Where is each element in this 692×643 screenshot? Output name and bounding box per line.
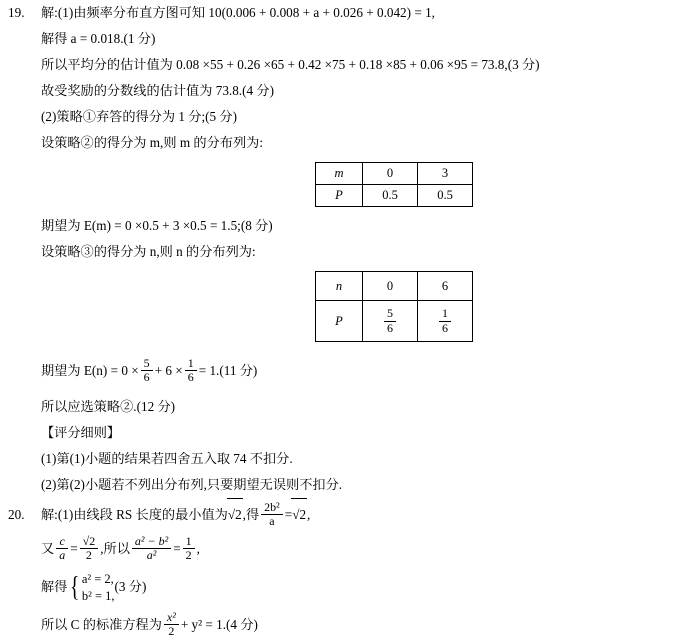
fraction-sqrt2-2: $\frac{√2}{2}$ — [80, 535, 99, 563]
fraction-2b2-a: $\frac{\text{2b²}}{a}$ — [261, 501, 283, 529]
distribution-table-n — [315, 271, 473, 342]
problem-19-expectation-m — [0, 213, 692, 239]
line2-suffix: , — [196, 541, 200, 556]
problem-19-text-9: 所以应选策略②.(12 分) — [41, 399, 176, 414]
sqrt-icon-2: √2 — [291, 498, 307, 531]
problem-19-text-1: 解:(1)由频率分布直方图可知 10(0.006 + 0.008 + a + 0.026 + 0.042) = 1, — [41, 5, 435, 20]
distribution-table-m-wrapper — [0, 162, 692, 207]
line4-prefix: 所以 C 的标准方程为 — [41, 617, 162, 632]
table-cell-p-1: 0.5 — [418, 185, 473, 207]
rubric-item-2 — [0, 472, 692, 498]
fraction-1-6: $\frac{1}{6}$ — [439, 307, 451, 335]
system-brace — [68, 571, 114, 605]
rubric-title — [0, 420, 692, 446]
problem-19-text-6: 设策略②的得分为 m,则 m 的分布列为: — [41, 135, 263, 150]
table-cell-n-1: 6 — [418, 272, 473, 301]
table-cell-m-0: 0 — [363, 163, 418, 185]
fraction-5-6-inline: $\frac{5}{6}$ — [141, 357, 153, 385]
expectation-prefix: 期望为 E(n) = 0 × — [41, 363, 139, 378]
problem-19-line-5 — [0, 104, 692, 130]
rubric-item-1-text: (1)第(1)小题的结果若四舍五入取 74 不扣分. — [41, 451, 293, 466]
problem-19-line-1 — [0, 0, 692, 26]
fraction-1-2: $\frac{1}{2}$ — [183, 535, 195, 563]
rubric-title-text: 【评分细则】 — [41, 425, 121, 440]
problem-20-line-1 — [0, 498, 692, 531]
problem-19-text-4: 故受奖励的分数线的估计值为 73.8.(4 分) — [41, 83, 274, 98]
problem-19-number: 19. — [8, 5, 25, 20]
problem-19-text-7: 期望为 E(m) = 0 ×0.5 + 3 ×0.5 = 1.5;(8 分) — [41, 218, 273, 233]
distribution-table-n-wrapper — [0, 271, 692, 342]
problem-19-line-6 — [0, 130, 692, 156]
problem-19-expectation-n — [0, 354, 692, 388]
fraction-1-6-inline: $\frac{1}{6}$ — [185, 357, 197, 385]
problem-19-text-5: (2)策略①弃答的得分为 1 分;(5 分) — [41, 109, 237, 124]
brace-row-1: a² = 2, — [81, 572, 114, 587]
fraction-5-6: $\frac{5}{6}$ — [384, 307, 396, 335]
distribution-table-m — [315, 162, 473, 207]
sqrt-icon: √2 — [227, 498, 243, 531]
table-cell-p-header: P — [316, 185, 363, 207]
line2-mid: ,所以 — [100, 541, 130, 556]
problem-20-number: 20. — [8, 507, 25, 522]
table-cell-p2-header: P — [316, 301, 363, 342]
fraction-a2-b2-over-a2: $\frac{\text{a² − b²}}{\text{a²}}$ — [132, 535, 171, 563]
problem-19-text-8: 设策略③的得分为 n,则 n 的分布列为: — [41, 244, 256, 259]
problem-19-line-3 — [0, 52, 692, 78]
problem-19-text-2: 解得 a = 0.018.(1 分) — [41, 31, 156, 46]
problem-20-suffix: , — [307, 507, 311, 522]
brace-rows — [82, 571, 115, 605]
brace-row-2: b² = 1, — [81, 588, 115, 603]
table-cell-m-header: m — [316, 163, 363, 185]
table-row — [316, 272, 473, 301]
left-brace-icon: { — [70, 572, 80, 604]
line2-eq1: = — [70, 541, 78, 556]
table-cell-p2-1 — [418, 301, 473, 342]
problem-20-mid2: = — [284, 507, 293, 522]
table-cell-p2-0 — [363, 301, 418, 342]
table-cell-p-0: 0.5 — [363, 185, 418, 207]
problem-19-text-3: 所以平均分的估计值为 0.08 ×55 + 0.26 ×65 + 0.42 ×75 + 0.18 ×85 + 0.06 ×95 = 73.8,(3 分) — [41, 57, 540, 72]
table-row — [316, 301, 473, 342]
problem-20-mid: ,得 — [242, 507, 260, 522]
line3-prefix: 解得 — [41, 579, 68, 594]
line2-eq2: = — [173, 541, 181, 556]
line4-mid: + y² = 1.(4 分) — [180, 617, 258, 632]
line3-suffix: (3 分) — [114, 579, 147, 594]
fraction-c-a: $\frac{c}{a}$ — [56, 535, 68, 563]
problem-20-line-3 — [0, 567, 692, 607]
table-row — [316, 185, 473, 207]
problem-20-line-2 — [0, 531, 692, 567]
rubric-item-1 — [0, 446, 692, 472]
problem-19-line-7 — [0, 239, 692, 265]
line2-prefix: 又 — [41, 541, 55, 556]
rubric-item-2-text: (2)第(2)小题若不列出分布列,只要期望无误则不扣分. — [41, 477, 343, 492]
table-cell-n-0: 0 — [363, 272, 418, 301]
problem-19-conclusion — [0, 394, 692, 420]
fraction-x2-2: $\frac{\text{x²}}{2}$ — [164, 611, 179, 639]
problem-20-prefix: 解:(1)由线段 RS 长度的最小值为 — [41, 507, 228, 522]
problem-19-line-4 — [0, 78, 692, 104]
problem-20-line-4 — [0, 607, 692, 643]
expectation-suffix: = 1.(11 分) — [198, 363, 258, 378]
problem-19-line-2 — [0, 26, 692, 52]
table-cell-m-1: 3 — [418, 163, 473, 185]
table-row — [316, 163, 473, 185]
expectation-mid: + 6 × — [154, 363, 183, 378]
table-cell-n-header: n — [316, 272, 363, 301]
